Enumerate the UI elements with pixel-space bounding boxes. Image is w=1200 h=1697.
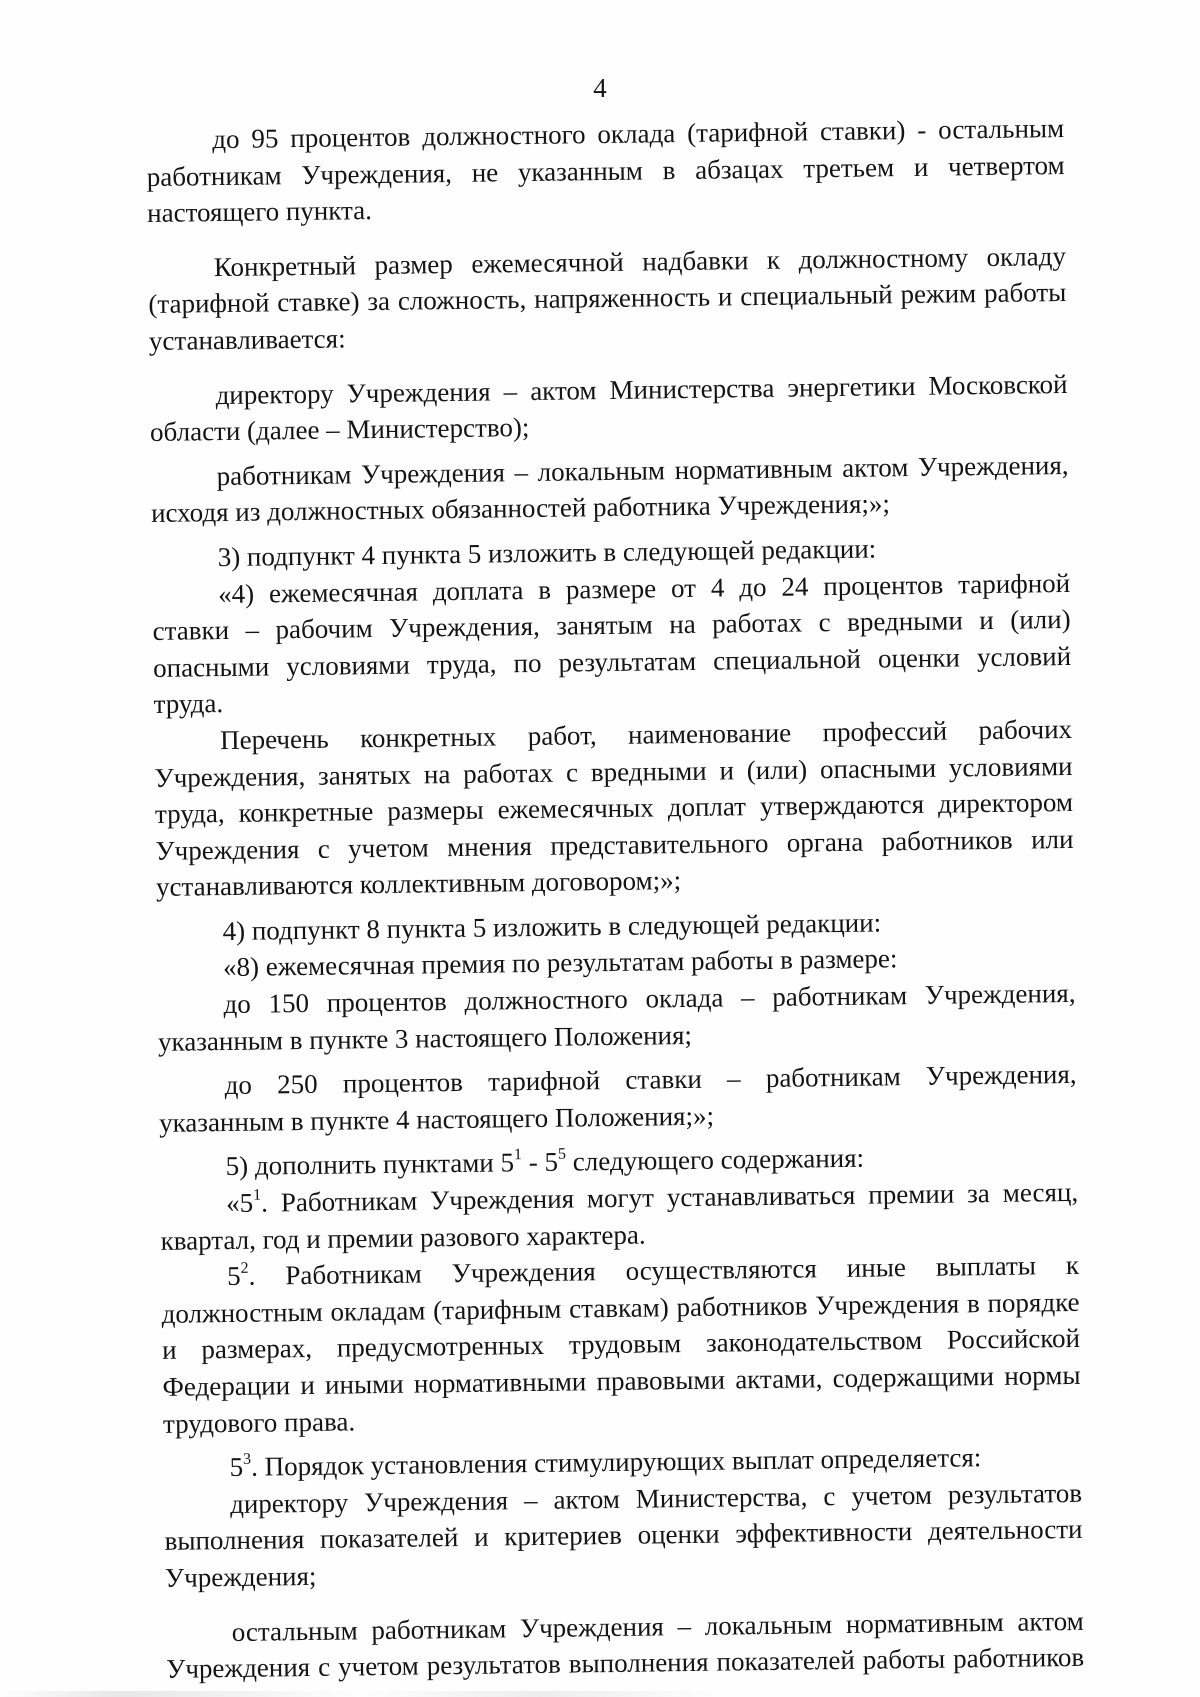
paragraph: до 250 процентов тарифной ставки – работникам Учреждения, указанным в пункте 4 настоящего Положения;»; — [158, 1059, 1077, 1138]
page-number: 4 — [593, 73, 607, 103]
paragraph: «4) ежемесячная доплата в размере от 4 до 24 процентов тарифной ставки – рабочим Учреждения, занятым на работах с вредными и (или) опасными условиями труда, по результатам специальной оценки условий труда. — [152, 567, 1072, 720]
paragraph-pre: 5 — [229, 1452, 244, 1483]
paragraph: до 150 процентов должностного оклада – работникам Учреждения, указанным в пункте 3 настоящего Положения; — [157, 977, 1076, 1057]
paragraph: 3) подпункт 4 пункта 5 изложить в следующей редакции: — [217, 533, 877, 573]
paragraph: директору Учреждения – актом Министерства энергетики Московской области (далее – Министерство); — [149, 368, 1068, 448]
paragraph: «8) ежемесячная премия по результатам работы в размере: — [222, 943, 898, 983]
superscript: 1 — [513, 1146, 523, 1164]
paragraph-post: . Порядок установления стимулирующих выплат определяется: — [250, 1442, 982, 1482]
scan-edge-noise — [0, 1691, 1200, 1697]
paragraph: Перечень конкретных работ, наименование профессий рабочих Учреждения, занятых на работах с вредными и (или) опасными условиями труда, конкретные размеры ежемесячных доплат утверждаются директором Учреждения с учетом мнения представительного органа работников или устанавливаются коллективным договором;»; — [154, 713, 1074, 903]
paragraph-pre: 5 — [226, 1261, 241, 1292]
paragraph: остальным работникам Учреждения – локальным нормативным актом Учреждения с учетом результатов выполнения показателей работы работников — [166, 1605, 1085, 1685]
paragraph: работникам Учреждения – локальным нормативным актом Учреждения, исходя из должностных обязанностей работника Учреждения;»; — [150, 449, 1069, 529]
paragraph: 4) подпункт 8 пункта 5 изложить в следующей редакции: — [222, 907, 882, 946]
paragraph: директору Учреждения – актом Министерства, с учетом результатов выполнения показателей и критериев оценки эффективности деятельности Учреждения; — [164, 1477, 1083, 1593]
paragraph: Конкретный размер ежемесячной надбавки к должностному окладу (тарифной ставке) за сложность, напряженность и специальный режим работы устанавливается: — [148, 240, 1067, 356]
paragraph — [161, 1247, 1081, 1442]
superscript: 1 — [252, 1186, 262, 1204]
paragraph-post: следующего содержания: — [565, 1143, 865, 1178]
paragraph-post: . Работникам Учреждения могут устанавливаться премии за месяц, квартал, год и премии разового характера. — [160, 1176, 1079, 1256]
paragraph — [160, 1174, 1079, 1259]
paragraph-pre: «5 — [225, 1187, 254, 1219]
superscript: 3 — [242, 1450, 252, 1469]
document-body — [146, 110, 1084, 1688]
paragraph-post: . Работникам Учреждения осуществляются иные выплаты к должностным окладам (тарифным ставкам) работников Учреждения в порядке и размерах, предусмотренных трудовым законодательством Российской Федерации и иными нормативными правовыми актами, содержащими нормы трудового права. — [161, 1250, 1081, 1439]
paragraph-pre: 5) дополнить пунктами 5 — [225, 1147, 515, 1182]
paragraph-mid: - 5 — [521, 1147, 559, 1178]
superscript: 2 — [240, 1259, 249, 1278]
superscript: 5 — [557, 1146, 567, 1164]
paragraph: до 95 процентов должностного оклада (тарифной ставки) - остальным работникам Учреждения, не указанным в абзацах третьем и четвертом настоящего пункта. — [146, 112, 1065, 229]
